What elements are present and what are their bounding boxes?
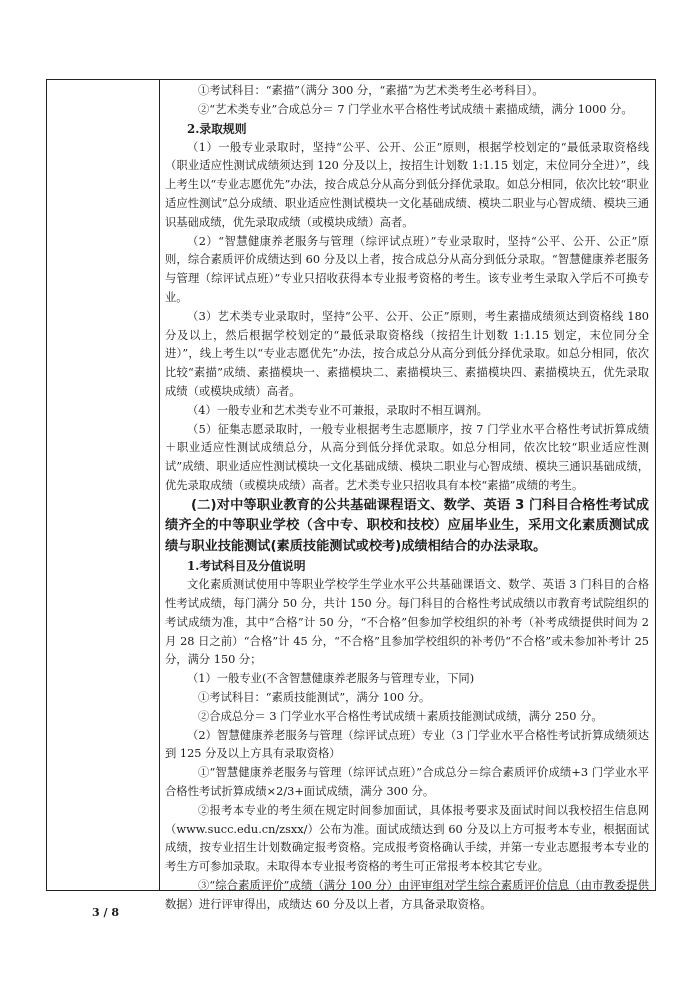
admission-rules-table xyxy=(46,79,656,911)
paragraph: ①“智慧健康养老服务与管理（综评试点班）”合成总分＝综合素质评价成绩+3 门学业水平合格性考试折算成绩×2/3+面试成绩，满分 300 分。 xyxy=(165,766,649,798)
table-content-cell xyxy=(165,82,649,915)
major-section-heading: (二)对中等职业教育的公共基础课程语文、数学、英语 3 门科目合格性考试成绩齐全的中等职业学校（含中专、职校和技校）应届毕业生，采用文化素质测试成绩与职业技能测试(素质技能测试或校考)成绩相结合的办法录取。 xyxy=(165,497,649,554)
paragraph: ①考试科目：“素质技能测试”，满分 100 分。 xyxy=(198,691,431,705)
paragraph: 文化素质测试使用中等职业学校学生学业水平公共基础课语文、数学、英语 3 门科目的合格性考试成绩，每门满分 50 分，共计 150 分。每门科目的合格性考试成绩以市教育考试院组织的考试成绩为准，其中“合格”计 50 分，“不合格”但参加学校组织的补考（补考成绩提供时间为 2 月 28 日之前）“合格”计 45 分，“不合格”且参加学校组织的补考仍“不合格”或未参加补考计 25 分，满分 150 分； xyxy=(165,578,649,667)
paragraph: ②报考本专业的考生须在规定时间参加面试，具体报考要求及面试时间以我校招生信息网（www.succ.edu.cn/zsxx/）公布为准。面试成绩达到 60 分及以上方可报考本专业，根据面试成绩，按专业招生计划数确定报考资格。完成报考资格确认手续，并第一专业志愿报考本专业的考生方可参加录取。未取得本专业报考资格的考生可正常报考本校其它专业。 xyxy=(165,803,649,874)
paragraph: ②“艺术类专业”合成总分＝ 7 门学业水平合格性考试成绩＋素描成绩，满分 1000 分。 xyxy=(198,102,633,116)
section-heading: 1.考试科目及分值说明 xyxy=(187,559,306,574)
paragraph: （3）艺术类专业录取时，坚持“公平、公开、公正”原则，考生素描成绩须达到资格线 180 分及以上，然后根据学校划定的“最低录取资格线（按招生计划数 1:1.15 划定，末位同分全进）”，线上考生以“专业志愿优先”办法，按合成总分从高分到低分择优录取。如总分相同，依次比较“素描”成绩、素描模块一、素描模块二、素描模块三、素描模块四、素描模块五，优先录取成绩（或模块成绩）高者。 xyxy=(165,309,649,398)
paragraph: （1）一般专业录取时，坚持“公平、公开、公正”原则，根据学校划定的“最低录取资格线（职业适应性测试成绩须达到 120 分及以上，按招生计划数 1:1.15 划定，末位同分全进）”，线上考生以“专业志愿优先”办法，按合成总分从高分到低分择优录取。如总分相同，依次比较“职业适应性测试”总分成绩、职业适应性测试模块一文化基础成绩、模块二职业与心智成绩、模块三通识基础成绩，优先录取成绩（或模块成绩）高者。 xyxy=(165,140,649,229)
paragraph: （4）一般专业和艺术类专业不可兼报，录取时不相互调剂。 xyxy=(187,403,488,417)
paragraph: （2）智慧健康养老服务与管理（综评试点班）专业（3 门学业水平合格性考试折算成绩须达到 125 分及以上方具有录取资格） xyxy=(165,728,649,761)
paragraph: ②合成总分＝ 3 门学业水平合格性考试成绩＋素质技能测试成绩，满分 250 分。 xyxy=(198,709,603,723)
paragraph: （2）“智慧健康养老服务与管理（综评试点班）”专业录取时，坚持“公平、公开、公正”原则，综合素质评价成绩达到 60 分及以上者，按合成总分从高分到低分录取。“智慧健康养老服务与管理（综评试点班）”专业只招收获得本专业报考资格的考生。该专业考生录取入学后不可换专业。 xyxy=(165,234,649,304)
page-number: 3 / 8 xyxy=(92,906,119,919)
paragraph: （5）征集志愿录取时，一般专业根据考生志愿顺序，按 7 门学业水平合格性考试折算成绩＋职业适应性测试成绩总分，从高分到低分择优录取。如总分相同，依次比较“职业适应性测试”成绩、职业适应性测试模块一文化基础成绩、模块二职业与心智成绩、模块三通识基础成绩，优先录取成绩（或模块成绩）高者。艺术类专业只招收具有本校“素描”成绩的考生。 xyxy=(165,422,649,492)
paragraph: ①考试科目：“素描”（满分 300 分，“素描”为艺术类考生必考科目）。 xyxy=(198,84,544,97)
paragraph: （1）一般专业(不含智慧健康养老服务与管理专业，下同) xyxy=(187,672,475,686)
section-heading: 2.录取规则 xyxy=(187,121,247,136)
paragraph: ③“综合素质评价”成绩（满分 100 分）由评审组对学生综合素质评价信息（由市教委提供数据）进行评审得出，成绩达 60 分及以上者，方具备录取资格。 xyxy=(165,878,649,911)
table-column-divider xyxy=(159,80,160,890)
